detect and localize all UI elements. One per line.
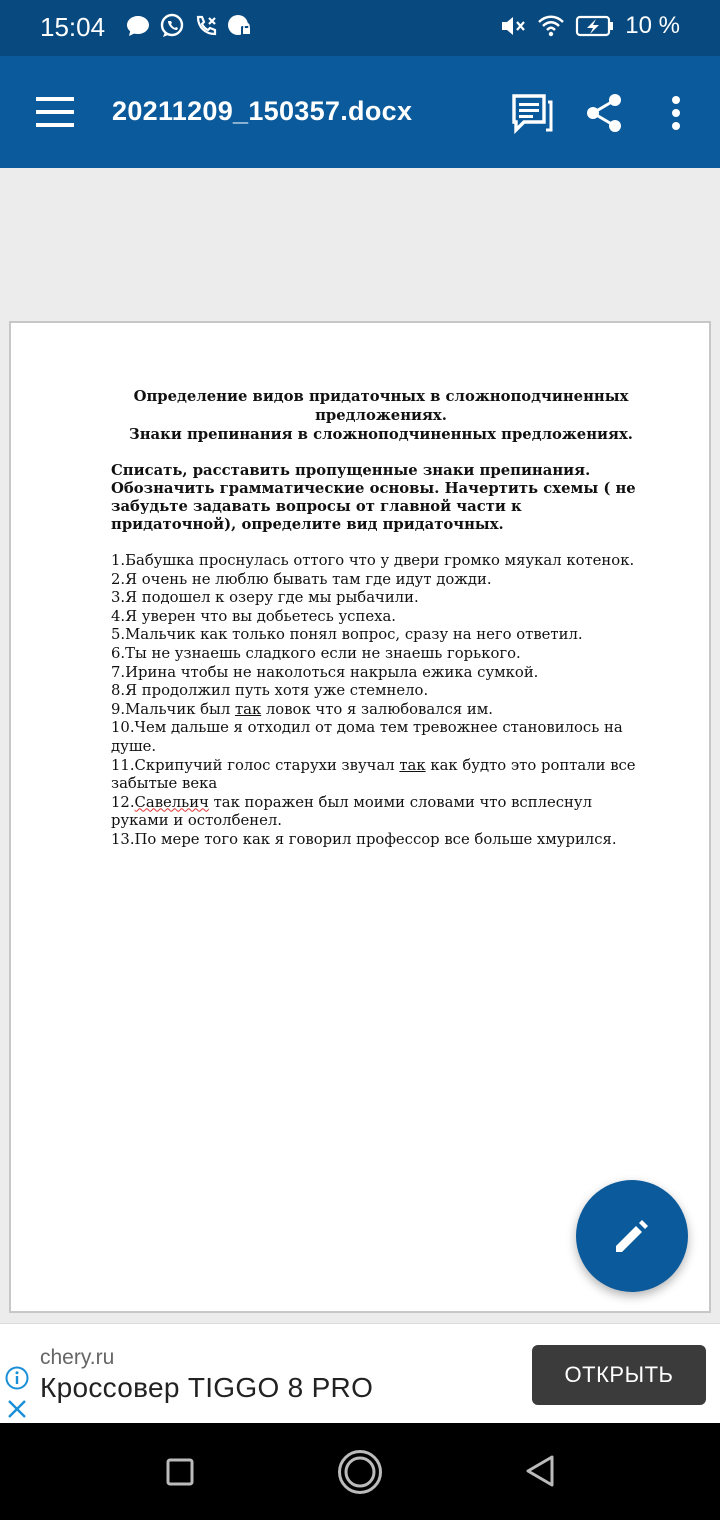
ad-domain: chery.ru <box>40 1346 115 1369</box>
list-item: 6.Ты не узнаешь сладкого если не знаешь горького. <box>111 644 521 662</box>
close-icon[interactable] <box>7 1399 27 1419</box>
list-item: 10.Чем дальше я отходил от дома тем тревожнее становилось на душе. <box>111 719 623 755</box>
ad-banner[interactable] <box>0 1323 720 1423</box>
status-bar <box>0 0 720 56</box>
list-item: 1.Бабушка проснулась оттого что у двери громко мяукал котенок. <box>111 552 635 569</box>
document-title: 20211209_150357.docx <box>112 96 413 126</box>
list-item <box>111 757 651 794</box>
comment-icon[interactable] <box>510 92 554 134</box>
recents-icon[interactable] <box>166 1458 194 1486</box>
mute-icon <box>499 12 527 40</box>
heading-line-1: Определение видов придаточных в сложноподчиненных предложениях. <box>133 388 629 424</box>
document-content <box>111 387 651 850</box>
list-item: 5.Мальчик как только понял вопрос, сразу на него ответил. <box>111 626 583 644</box>
list-item-text: так поражен был моими словами что всплеснул руками и остолбенел. <box>111 793 592 830</box>
list-item <box>111 794 651 831</box>
vpn-lock-icon <box>226 12 254 40</box>
list-item: 2.Я очень не люблю бывать там где идут дожди. <box>111 570 492 588</box>
document-instructions: Списать, расставить пропущенные знаки препинания. Обозначить грамматические основы. Начертить схемы ( не забудьте задавать вопросы от главной части к придаточной), определите вид придаточных. <box>111 462 636 533</box>
list-item: 8.Я продолжил путь хотя уже стемнело. <box>111 682 429 700</box>
missed-call-icon <box>192 12 220 40</box>
notification-icons <box>124 12 254 40</box>
heading-line-2: Знаки препинания в сложноподчиненных предложениях. <box>129 426 633 443</box>
list-item-text: ловок что я залюбовался им. <box>261 700 493 718</box>
list-item-text: 11.Скрипучий голос старухи звучал <box>111 756 400 774</box>
edit-pencil-icon <box>612 1216 652 1256</box>
battery-percent: 10 % <box>625 12 680 39</box>
chat-bubble-icon <box>124 12 152 40</box>
list-item: 7.Ирина чтобы не наколоться накрыла ежика сумкой. <box>111 663 539 681</box>
underlined-word: так <box>399 756 426 774</box>
menu-icon[interactable] <box>36 94 76 130</box>
back-icon[interactable] <box>524 1454 556 1488</box>
wifi-icon <box>537 12 565 40</box>
more-vert-icon[interactable] <box>664 94 688 134</box>
underlined-word: так <box>234 700 262 718</box>
home-icon[interactable] <box>337 1449 383 1495</box>
share-icon[interactable] <box>584 92 624 134</box>
list-item-text: 12. <box>111 793 135 811</box>
battery-charging-icon <box>575 12 615 40</box>
list-item <box>111 701 651 720</box>
list-item: 13.По мере того как я говорил профессор все больше хмурился. <box>111 830 617 848</box>
list-item-text: как будто это роптали все забытые века <box>111 756 636 793</box>
status-time: 15:04 <box>40 12 106 42</box>
document-page[interactable] <box>9 321 711 1313</box>
status-right <box>499 12 680 40</box>
ad-open-button[interactable]: ОТКРЫТЬ <box>532 1345 706 1405</box>
list-item: 4.Я уверен что вы добьетесь успеха. <box>111 607 396 625</box>
spelling-error-word: Савельич <box>134 793 209 811</box>
document-heading <box>111 387 651 444</box>
list-item-text: 9.Мальчик был <box>111 700 235 718</box>
list-item: 3.Я подошел к озеру где мы рыбачили. <box>111 589 419 607</box>
edit-button[interactable] <box>576 1180 688 1292</box>
whatsapp-icon <box>158 12 186 40</box>
navigation-bar <box>0 1423 720 1520</box>
ad-title: Кроссовер TIGGO 8 PRO <box>40 1372 374 1403</box>
sentence-list <box>111 552 651 850</box>
info-icon[interactable] <box>5 1366 29 1390</box>
app-bar <box>0 56 720 168</box>
